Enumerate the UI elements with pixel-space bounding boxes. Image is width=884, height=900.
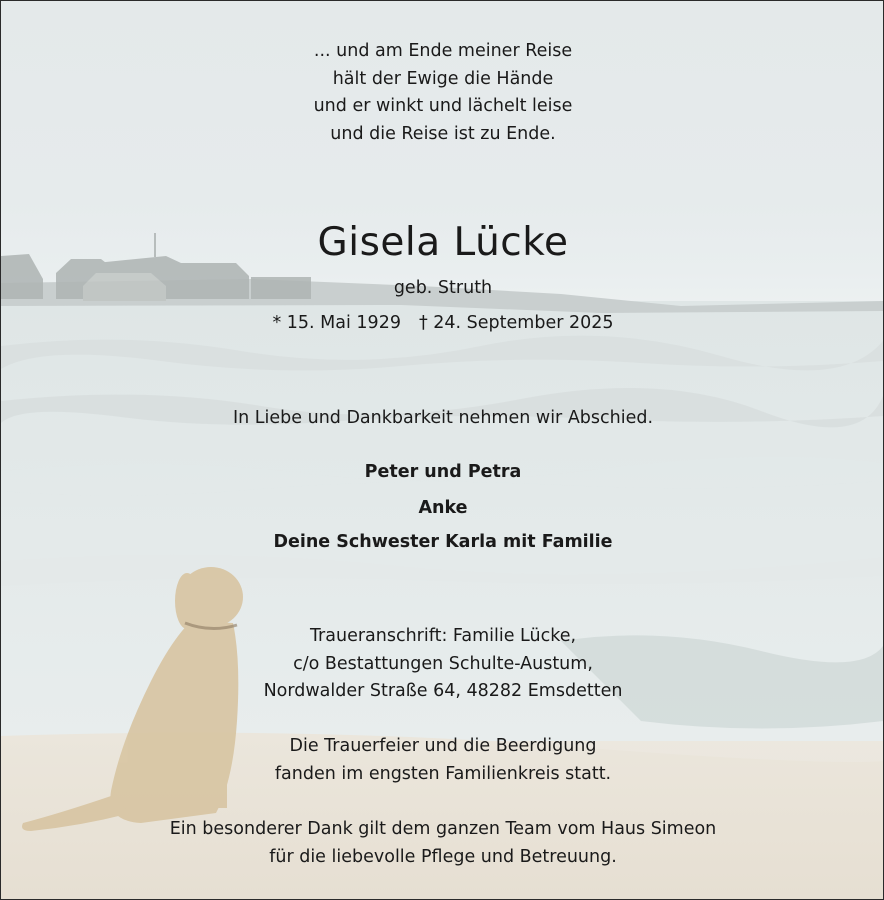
- thanks-line: Ein besonderer Dank gilt dem ganzen Team vom Haus Simeon: [169, 819, 717, 839]
- mourning-address: [1, 623, 884, 706]
- verse-poem: [1, 38, 884, 148]
- address-line: Traueranschrift: Familie Lücke,: [309, 626, 577, 646]
- maiden-name: geb. Struth: [393, 278, 493, 298]
- address-line: c/o Bestattungen Schulte-Austum,: [293, 653, 593, 674]
- mourner-name: Peter und Petra: [364, 462, 522, 482]
- thanks-note: [1, 816, 884, 871]
- death-date: † 24. September 2025: [418, 313, 614, 333]
- verse-line: und er winkt und lächelt leise: [313, 96, 573, 116]
- life-dates: [1, 311, 884, 335]
- ceremony-note: [1, 733, 884, 788]
- verse-line: und die Reise ist zu Ende.: [330, 123, 556, 144]
- deceased-name: Gisela Lücke: [317, 220, 569, 265]
- ceremony-line: fanden im engsten Familienkreis statt.: [274, 763, 612, 784]
- thanks-line: für die liebevolle Pflege und Betreuung.: [269, 846, 617, 867]
- verse-line: ... und am Ende meiner Reise: [313, 41, 573, 61]
- birth-date: * 15. Mai 1929: [272, 313, 401, 333]
- ceremony-line: Die Trauerfeier und die Beerdigung: [289, 736, 597, 756]
- mourner-name: Deine Schwester Karla mit Familie: [273, 532, 613, 552]
- mourner-name: Anke: [418, 498, 468, 518]
- verse-line: hält der Ewige die Hände: [332, 68, 554, 89]
- address-line: Nordwalder Straße 64, 48282 Emsdetten: [263, 681, 623, 701]
- farewell-text: In Liebe und Dankbarkeit nehmen wir Abschied.: [232, 408, 654, 428]
